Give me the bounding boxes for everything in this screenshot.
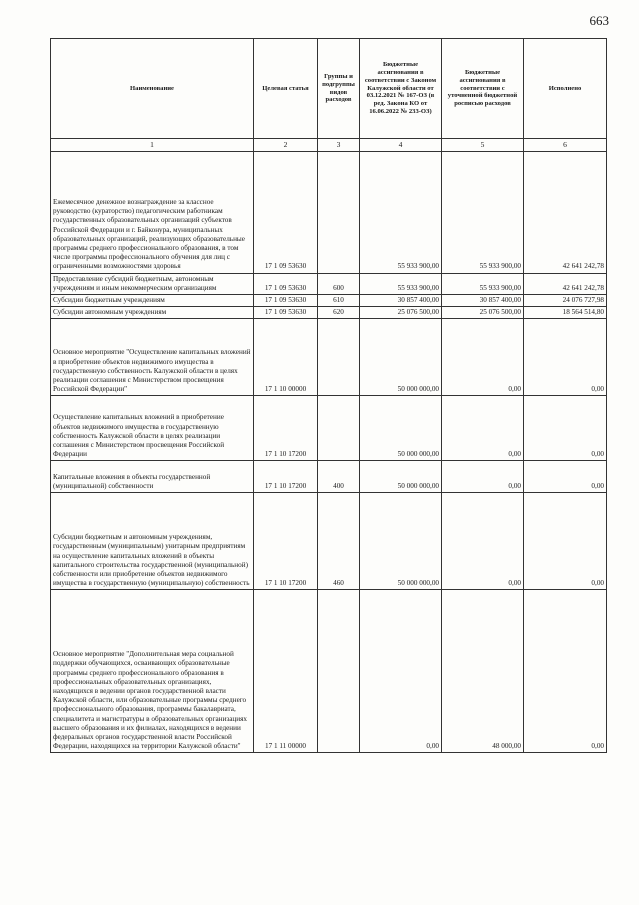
row-executed-amount: 42 641 242,78 (524, 273, 607, 294)
row-expense-group: 620 (318, 307, 360, 319)
row-expense-group (318, 319, 360, 396)
row-name: Капитальные вложения в объекты государственной (муниципальной) собственности (51, 461, 254, 493)
row-name: Основное мероприятие "Осуществление капитальных вложений в приобретение объектов недвижимого имущества в государственную собственность Калужской области в целях реализации соглашения с Министерством просвещения Российской Федерации" (51, 319, 254, 396)
table-row (51, 461, 607, 493)
table-row (51, 396, 607, 461)
row-expense-group: 610 (318, 295, 360, 307)
row-law-amount: 30 857 400,00 (360, 295, 442, 307)
row-law-amount: 50 000 000,00 (360, 493, 442, 590)
row-executed-amount: 24 076 727,98 (524, 295, 607, 307)
page-number: 663 (589, 13, 609, 28)
row-name: Субсидии бюджетным и автономным учреждениям, государственным (муниципальным) унитарным предприятиям на осуществление капитальных вложений в объекты капитального строительства государственной (муниципальной) собственности или приобретение объектов недвижимого имущества в государственную (муниципальную) собственность (51, 493, 254, 590)
column-number: 4 (360, 139, 442, 152)
row-expense-group: 600 (318, 273, 360, 294)
column-number: 5 (442, 139, 524, 152)
row-name: Субсидии автономным учреждениям (51, 307, 254, 319)
row-refined-amount: 48 000,00 (442, 590, 524, 753)
row-executed-amount: 18 564 514,80 (524, 307, 607, 319)
row-law-amount: 55 933 900,00 (360, 273, 442, 294)
column-number: 1 (51, 139, 254, 152)
row-refined-amount: 0,00 (442, 461, 524, 493)
row-refined-amount: 25 076 500,00 (442, 307, 524, 319)
row-expense-group: 460 (318, 493, 360, 590)
row-expense-group (318, 396, 360, 461)
row-refined-amount: 0,00 (442, 396, 524, 461)
header-law-allocations: Бюджетные ассигнования в соответствии с Законом Калужской области от 03.12.2021 № 167-ОЗ (в ред. Закона КО от 16.06.2022 № 233-ОЗ) (360, 39, 442, 139)
header-target-article: Целевая статья (254, 39, 318, 139)
row-expense-group: 400 (318, 461, 360, 493)
row-target-article: 17 1 10 17200 (254, 493, 318, 590)
row-target-article: 17 1 10 17200 (254, 461, 318, 493)
column-number: 6 (524, 139, 607, 152)
row-executed-amount: 0,00 (524, 396, 607, 461)
row-executed-amount: 0,00 (524, 319, 607, 396)
header-name: Наименование (51, 39, 254, 139)
column-number: 3 (318, 139, 360, 152)
row-name: Основное мероприятие "Дополнительная мера социальной поддержки обучающихся, осваивающих образовательные программы среднего профессионального образования в профессиональных образовательных организациях, находящихся в ведении органов государственной власти Калужской области, или образовательные программы среднего профессионального образования, программы бакалавриата, специалитета и магистратуры в образовательных организациях высшего образования и их филиалах, находящихся в ведении федеральных органов государственной власти Российской Федерации, находящихся на территории Калужской области" (51, 590, 254, 753)
budget-execution-table (50, 38, 607, 753)
row-executed-amount: 42 641 242,78 (524, 151, 607, 273)
row-refined-amount: 55 933 900,00 (442, 151, 524, 273)
row-law-amount: 0,00 (360, 590, 442, 753)
row-law-amount: 25 076 500,00 (360, 307, 442, 319)
header-refined-allocations: Бюджетные ассигнования в соответствии с уточненной бюджетной росписью расходов (442, 39, 524, 139)
row-law-amount: 50 000 000,00 (360, 319, 442, 396)
row-refined-amount: 30 857 400,00 (442, 295, 524, 307)
row-refined-amount: 0,00 (442, 319, 524, 396)
row-law-amount: 50 000 000,00 (360, 461, 442, 493)
table-row (51, 493, 607, 590)
column-number-row (51, 139, 607, 152)
row-executed-amount: 0,00 (524, 590, 607, 753)
column-number: 2 (254, 139, 318, 152)
header-executed: Исполнено (524, 39, 607, 139)
row-refined-amount: 55 933 900,00 (442, 273, 524, 294)
table-row (51, 273, 607, 294)
row-target-article: 17 1 09 53630 (254, 273, 318, 294)
header-row (51, 39, 607, 139)
row-executed-amount: 0,00 (524, 493, 607, 590)
table-row (51, 295, 607, 307)
row-target-article: 17 1 09 53630 (254, 151, 318, 273)
row-law-amount: 55 933 900,00 (360, 151, 442, 273)
row-law-amount: 50 000 000,00 (360, 396, 442, 461)
table-row (51, 307, 607, 319)
row-name: Осуществление капитальных вложений в приобретение объектов недвижимого имущества в государственную собственность Калужской области в целях реализации соглашения с Министерством просвещения Российской Федерации (51, 396, 254, 461)
row-expense-group (318, 151, 360, 273)
row-name: Предоставление субсидий бюджетным, автономным учреждениям и иным некоммерческим организациям (51, 273, 254, 294)
row-expense-group (318, 590, 360, 753)
header-expense-groups: Группы и подгруппы видов расходов (318, 39, 360, 139)
row-refined-amount: 0,00 (442, 493, 524, 590)
table-row (51, 590, 607, 753)
row-target-article: 17 1 10 17200 (254, 396, 318, 461)
table-row (51, 319, 607, 396)
row-target-article: 17 1 09 53630 (254, 295, 318, 307)
row-name: Субсидии бюджетным учреждениям (51, 295, 254, 307)
row-name: Ежемесячное денежное вознаграждение за классное руководство (кураторство) педагогическим работникам государственных образовательных организаций субъектов Российской Федерации и г. Байконура, муниципальных образовательных организаций, реализующих образовательные программы среднего профессионального образования, в том числе программы профессионального обучения для лиц с ограниченными возможностями здоровья (51, 151, 254, 273)
row-target-article: 17 1 09 53630 (254, 307, 318, 319)
row-target-article: 17 1 11 00000 (254, 590, 318, 753)
table-row (51, 151, 607, 273)
row-target-article: 17 1 10 00000 (254, 319, 318, 396)
row-executed-amount: 0,00 (524, 461, 607, 493)
